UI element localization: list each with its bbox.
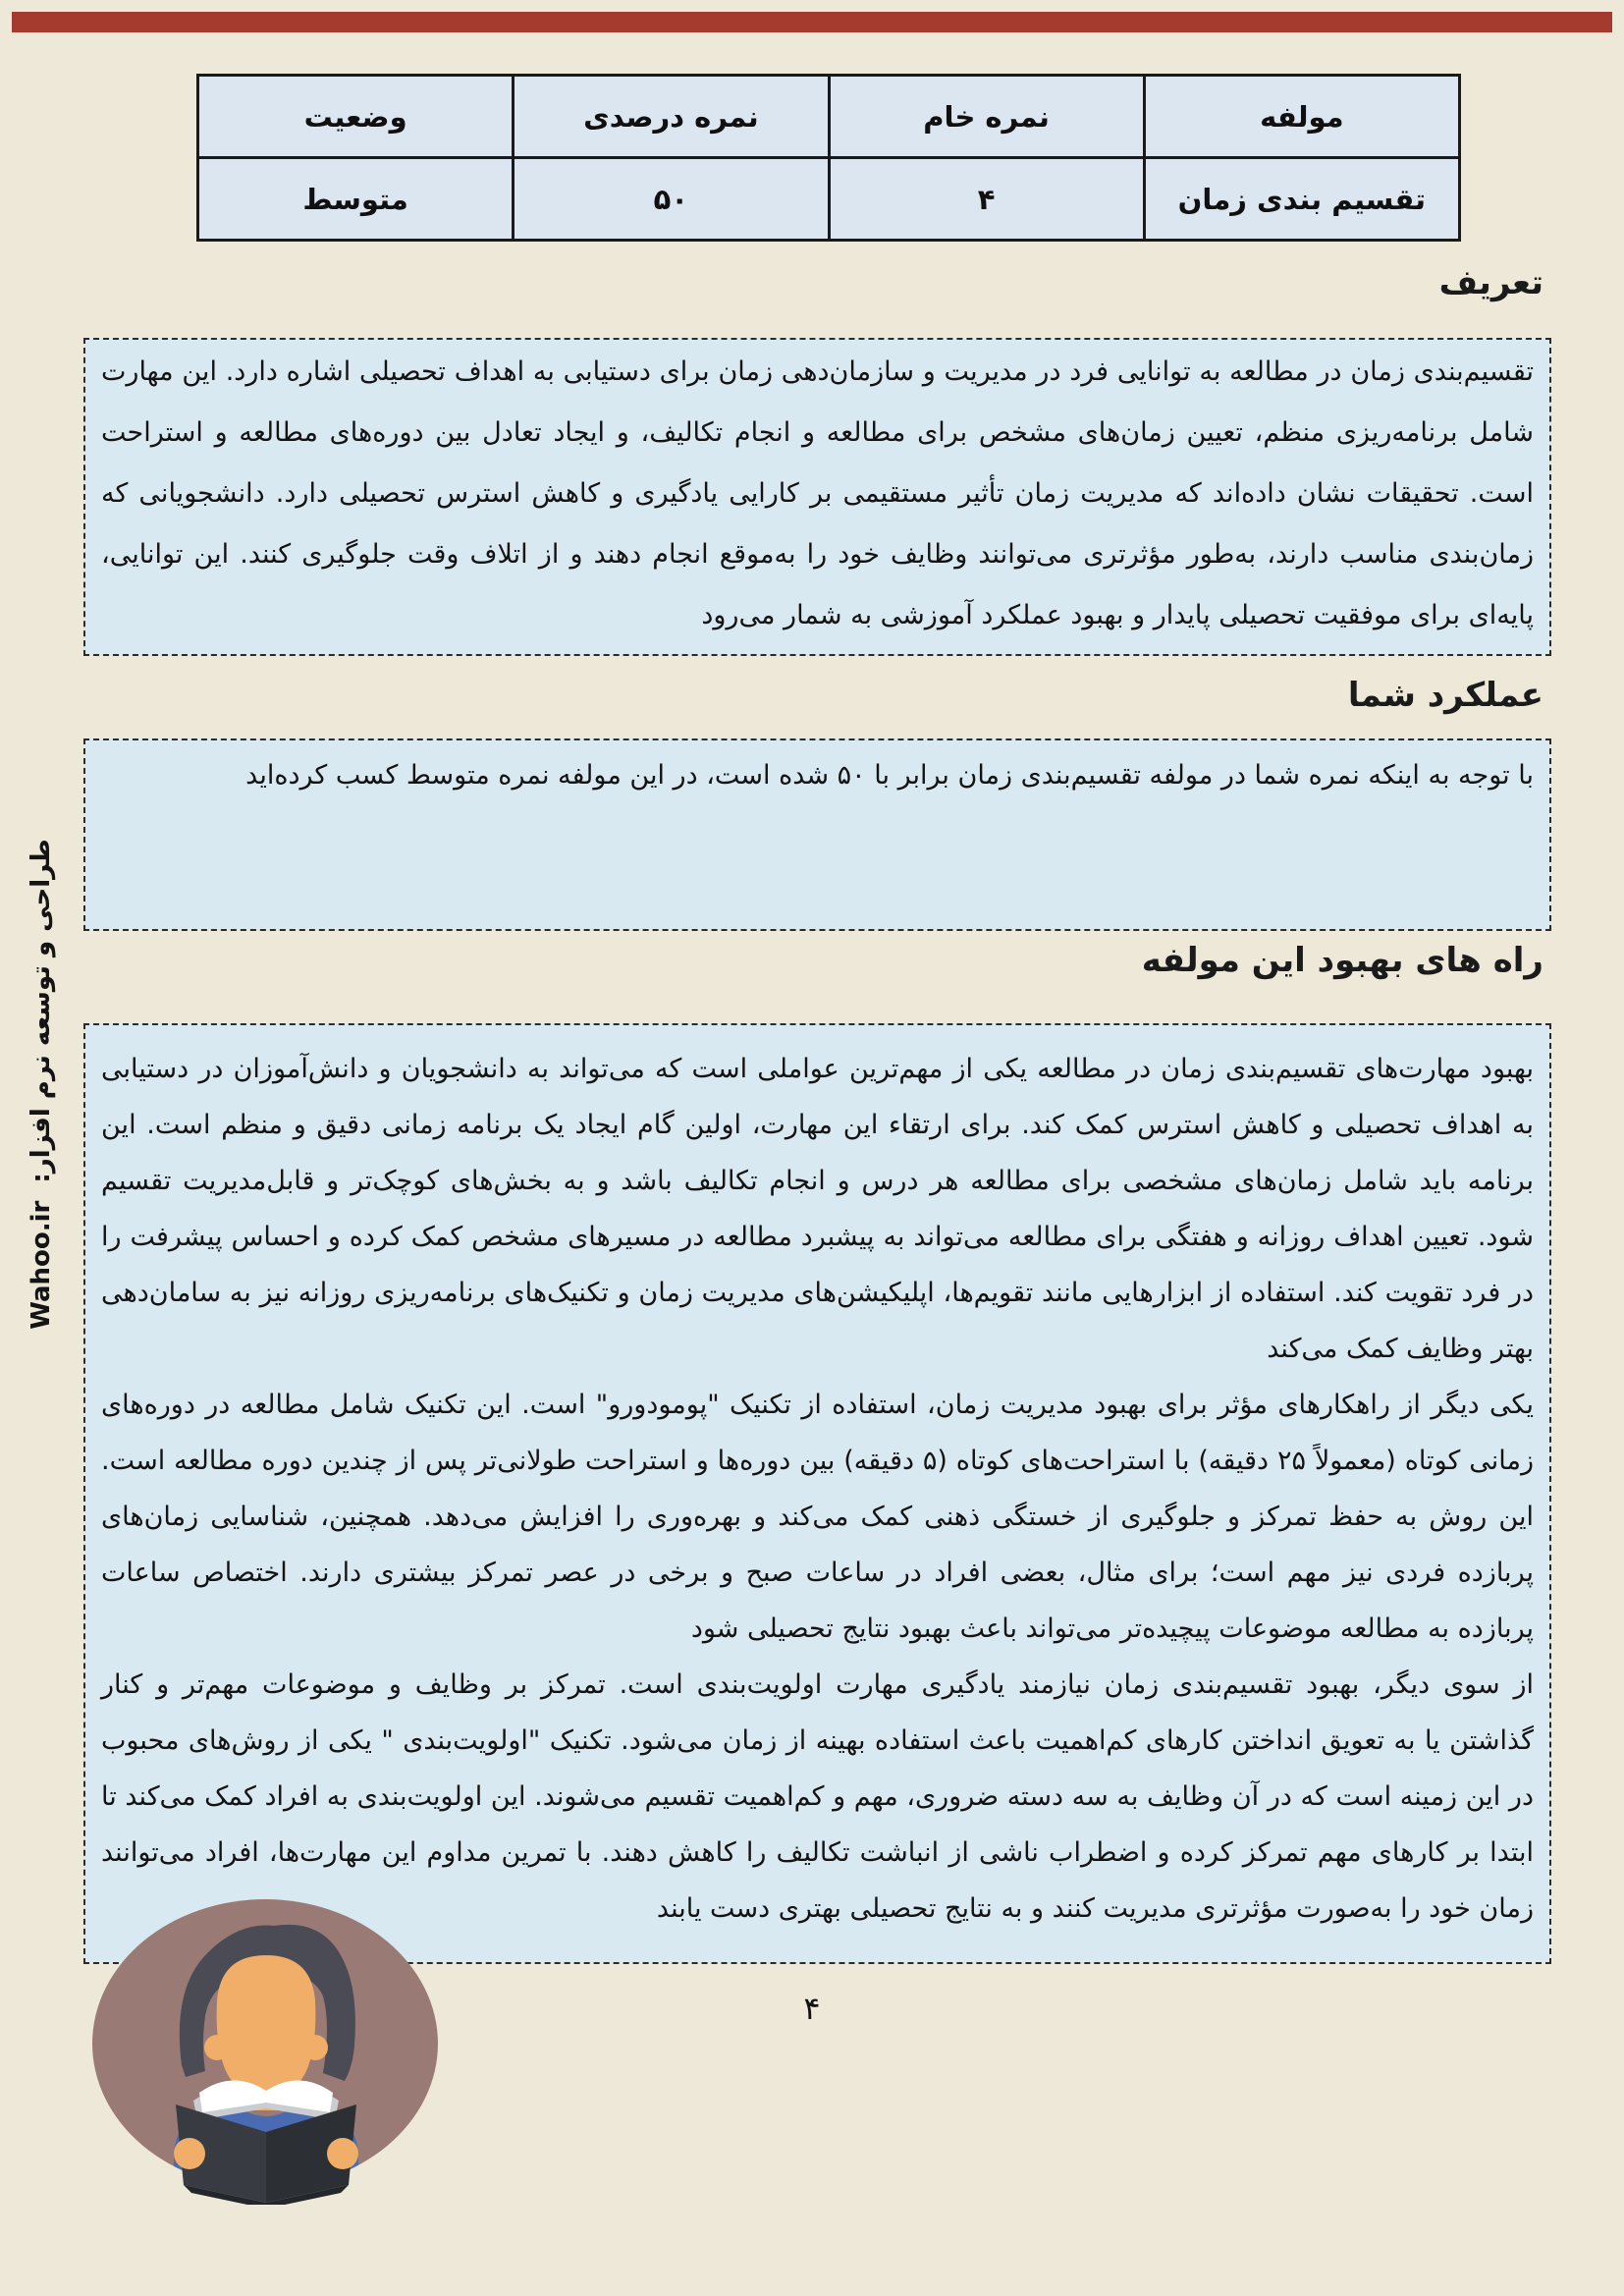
performance-section-title: عملکرد شما bbox=[1347, 676, 1543, 715]
table-header-status: وضعیت bbox=[198, 76, 514, 158]
page-number: ۴ bbox=[803, 1990, 821, 2027]
table-cell-component: تقسیم بندی زمان bbox=[1144, 158, 1459, 241]
reader-avatar-illustration bbox=[91, 1898, 441, 2205]
table-header-raw-score: نمره خام bbox=[829, 76, 1144, 158]
definition-text: تقسیم‌بندی زمان در مطالعه به توانایی فرد در مدیریت و سازمان‌دهی زمان برای دستیابی به اهداف تحصیلی اشاره دارد. این مهارت شامل برنامه‌ریزی منظم، تعیین زمان‌های مشخص برای مطالعه و انجام تکالیف، و ایجاد تعادل بین دوره‌های مطالعه و استراحت است. تحقیقات نشان داده‌اند که مدیریت زمان تأثیر مستقیمی بر کارایی یادگیری و کاهش استرس تحصیلی دارد. دانشجویانی که زمان‌بندی مناسب دارند، به‌طور مؤثرتری می‌توانند وظایف خود را به‌موقع انجام دهند و از اتلاف وقت جلوگیری کنند. این توانایی، پایه‌ای برای موفقیت تحصیلی پایدار و بهبود عملکرد آموزشی به شمار می‌رود bbox=[101, 356, 1534, 630]
designer-credit-sidebar bbox=[14, 770, 69, 1398]
avatar-right-hand bbox=[327, 2138, 358, 2169]
table-cell-status: متوسط bbox=[198, 158, 514, 241]
improvement-section-title: راه های بهبود این مولفه bbox=[1141, 941, 1543, 980]
definition-box bbox=[83, 338, 1551, 656]
table-header-row bbox=[198, 76, 1460, 158]
performance-box bbox=[83, 738, 1551, 931]
improvement-paragraph-3: از سوی دیگر، بهبود تقسیم‌بندی زمان نیازمند یادگیری مهارت اولویت‌بندی است. تمرکز بر وظایف و موضوعات مهم‌تر و کنار گذاشتن یا به تعویق انداختن کارهای کم‌اهمیت باعث استفاده بهینه از زمان می‌شود. تکنیک "اولویت‌بندی " یکی از روش‌های محبوب در این زمینه است که در آن وظایف به سه دسته ضروری، مهم و کم‌اهمیت تقسیم می‌شوند. این اولویت‌بندی به افراد کمک می‌کند تا ابتدا بر کارهای مهم تمرکز کرده و اضطراب ناشی از انباشت تکالیف را کاهش دهند. با تمرین مداوم این مهارت‌ها، افراد می‌توانند زمان خود را به‌صورت مؤثرتری مدیریت کنند و به نتایج تحصیلی بهتری دست یابند bbox=[101, 1669, 1534, 1924]
improvement-box bbox=[83, 1023, 1551, 1964]
score-summary-table bbox=[196, 74, 1461, 242]
brand-name: Wahoo.ir bbox=[27, 1200, 56, 1330]
table-cell-percent-score: ۵۰ bbox=[514, 158, 829, 241]
table-header-component: مولفه bbox=[1144, 76, 1459, 158]
improvement-paragraph-2: یکی دیگر از راهکارهای مؤثر برای بهبود مدیریت زمان، استفاده از تکنیک "پومودورو" است. این تکنیک شامل مطالعه در دوره‌های زمانی کوتاه (معمولاً ۲۵ دقیقه) با استراحت‌های کوتاه (۵ دقیقه) بین دوره‌ها و استراحت طولانی‌تر پس از چندین دوره مطالعه است. این روش به حفظ تمرکز و جلوگیری از خستگی ذهنی کمک می‌کند و بهره‌وری را افزایش می‌دهد. همچنین، شناسایی زمان‌های پربازده فردی نیز مهم است؛ برای مثال، بعضی افراد در ساعات صبح و برخی در عصر تمرکز بیشتری دارند. اختصاص ساعات پربازده به مطالعه موضوعات پیچیده‌تر می‌تواند باعث بهبود نتایج تحصیلی شود bbox=[101, 1390, 1534, 1644]
avatar-book bbox=[174, 2080, 358, 2205]
table-data-row bbox=[198, 158, 1460, 241]
top-accent-bar bbox=[12, 12, 1612, 32]
performance-text: با توجه به اینکه نمره شما در مولفه تقسیم‌بندی زمان برابر با ۵۰ شده است، در این مولفه نمره متوسط کسب کرده‌اید bbox=[245, 760, 1534, 791]
credit-text: طراحی و توسعه نرم افزار: bbox=[27, 839, 56, 1183]
definition-section-title: تعریف bbox=[1438, 263, 1543, 302]
table-header-percent-score: نمره درصدی bbox=[514, 76, 829, 158]
avatar-left-hand bbox=[174, 2138, 205, 2169]
table-cell-raw-score: ۴ bbox=[829, 158, 1144, 241]
improvement-paragraph-1: بهبود مهارت‌های تقسیم‌بندی زمان در مطالعه یکی از مهم‌ترین عواملی است که می‌تواند به دانشجویان و دانش‌آموزان در دستیابی به اهداف تحصیلی و کاهش استرس کمک کند. برای ارتقاء این مهارت، اولین گام ایجاد یک برنامه زمانی دقیق و منظم است. این برنامه باید شامل زمان‌های مشخصی برای مطالعه هر درس و انجام تکالیف باشد و به بخش‌های کوچک‌تر و قابل‌مدیریت تقسیم شود. تعیین اهداف روزانه و هفتگی برای مطالعه می‌تواند به پیشبرد مطالعه در مسیرهای مشخص کمک کرده و احساس پیشرفت را در فرد تقویت کند. استفاده از ابزارهایی مانند تقویم‌ها، اپلیکیشن‌های مدیریت زمان و تکنیک‌های برنامه‌ریزی روزانه نیز به سامان‌دهی بهتر وظایف کمک می‌کند bbox=[101, 1054, 1534, 1364]
